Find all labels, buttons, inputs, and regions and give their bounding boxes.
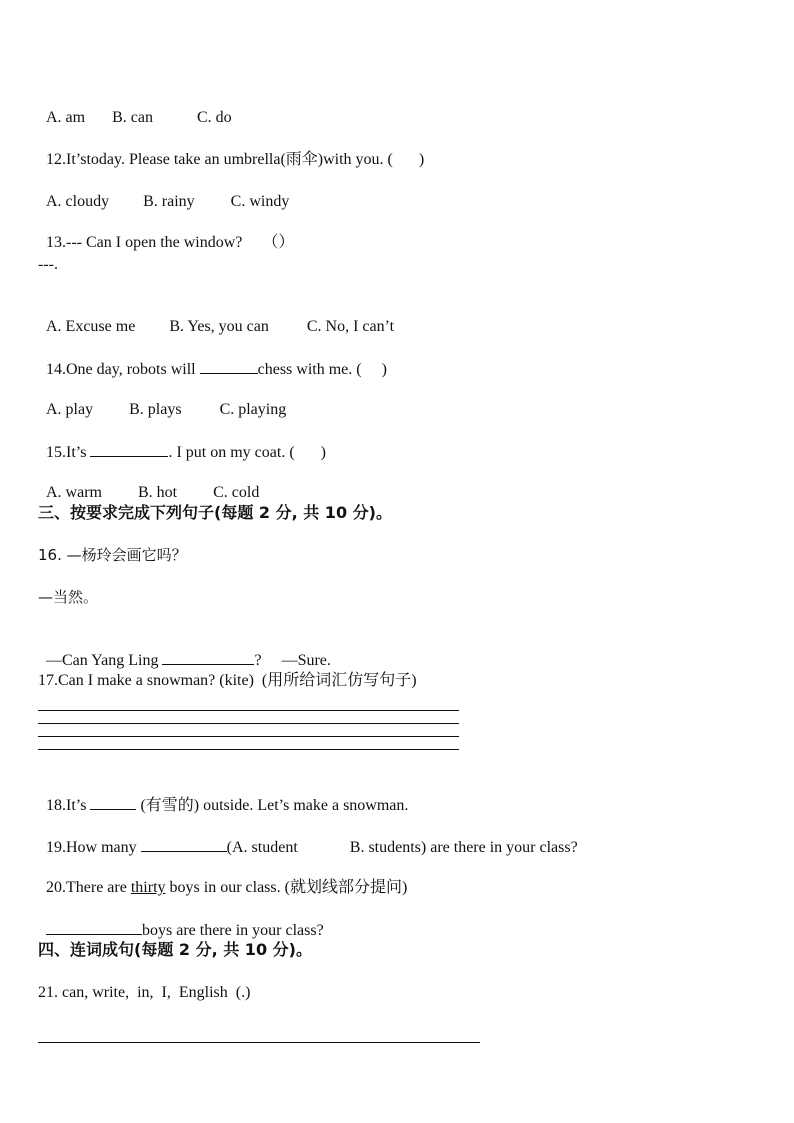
q16-blank[interactable]	[162, 650, 254, 665]
q14-option-a[interactable]: A. play	[46, 401, 94, 418]
q13-option-c[interactable]: C. No, I can’t	[306, 318, 395, 335]
q12-text: 12.It’stoday. Please take an umbrella(雨伞)with you. (	[46, 151, 393, 168]
q20-post: boys in our class. (就划线部分提问)	[169, 879, 408, 896]
q19-option-b: B. students) are there in your class?	[349, 839, 578, 856]
q13-options	[38, 297, 394, 337]
q20-pre: 20.There are	[46, 879, 127, 896]
q12-option-a[interactable]: A. cloudy	[46, 193, 110, 210]
q13-question	[38, 213, 294, 253]
section-3-heading: 三、按要求完成下列句子(每题 2 分, 共 10 分)。	[38, 503, 392, 522]
q20-answer	[38, 900, 324, 941]
q13-option-b[interactable]: B. Yes, you can	[169, 318, 269, 335]
q14-close-paren: )	[381, 361, 387, 378]
q13-option-a[interactable]: A. Excuse me	[46, 318, 136, 335]
q14-options	[38, 380, 286, 420]
q11-option-a[interactable]: A. am	[46, 109, 86, 126]
q11-option-b[interactable]: B. can	[112, 109, 153, 126]
q17-answer-line-2[interactable]	[38, 723, 459, 724]
q14-pre: 14.One day, robots will	[46, 361, 196, 378]
q16-question-mark: ?	[254, 652, 262, 669]
q14-question	[38, 339, 387, 380]
q21-answer-line[interactable]	[38, 1042, 480, 1043]
q16-chinese-question: 16. —杨玲会画它吗？	[38, 546, 187, 564]
q12-question	[38, 130, 424, 170]
q13-answer-line: ---.	[38, 256, 58, 273]
q16-reply: —Sure.	[281, 652, 331, 669]
q20-question	[38, 858, 407, 898]
q13-paren[interactable]: （）	[262, 234, 295, 251]
q11-option-c[interactable]: C. do	[196, 109, 232, 126]
q14-post: chess with me. (	[257, 361, 362, 378]
q20-blank[interactable]	[46, 920, 142, 935]
q18-blank[interactable]	[90, 795, 136, 810]
q12-option-b[interactable]: B. rainy	[143, 193, 195, 210]
q12-options	[38, 172, 289, 212]
q15-option-a[interactable]: A. warm	[46, 484, 102, 501]
q14-blank[interactable]	[200, 359, 258, 374]
q20-line2: boys are there in your class?	[142, 922, 324, 939]
q13-text: 13.--- Can I open the window?	[46, 234, 243, 251]
q15-post: . I put on my coat. (	[168, 444, 295, 461]
q19-pre: 19.How many	[46, 839, 137, 856]
q17-answer-line-4[interactable]	[38, 749, 459, 750]
q19-question	[38, 817, 578, 858]
q15-blank[interactable]	[90, 442, 168, 457]
q16-chinese-answer: —当然。	[38, 588, 99, 606]
q19-blank[interactable]	[141, 837, 227, 852]
q14-option-b[interactable]: B. plays	[129, 401, 182, 418]
q18-pre: 18.It’s	[46, 797, 87, 814]
q15-close-paren: )	[320, 444, 326, 461]
q15-options	[38, 463, 259, 503]
q17-answer-line-1[interactable]	[38, 710, 459, 711]
q14-option-c[interactable]: C. playing	[219, 401, 287, 418]
q15-option-b[interactable]: B. hot	[137, 484, 178, 501]
q15-option-c[interactable]: C. cold	[213, 484, 260, 501]
q17-answer-line-3[interactable]	[38, 736, 459, 737]
q18-question	[38, 775, 408, 816]
q16-english	[38, 630, 331, 671]
q21-question: 21. can, write, in, I, English (.)	[38, 984, 251, 1001]
q15-pre: 15.It’s	[46, 444, 87, 461]
q15-question	[38, 422, 326, 463]
q16-pre: —Can Yang Ling	[46, 652, 159, 669]
section-4-heading: 四、连词成句(每题 2 分, 共 10 分)。	[38, 940, 312, 959]
q18-post: (有雪的) outside. Let’s make a snowman.	[140, 797, 409, 814]
q12-option-c[interactable]: C. windy	[230, 193, 290, 210]
q20-underlined-word: thirty	[130, 879, 166, 896]
q19-option-a: (A. student	[226, 839, 298, 856]
q12-close-paren: )	[418, 151, 425, 168]
q11-options	[38, 88, 232, 128]
q17-question: 17.Can I make a snowman? (kite) (用所给词汇仿写句子)	[38, 672, 417, 689]
